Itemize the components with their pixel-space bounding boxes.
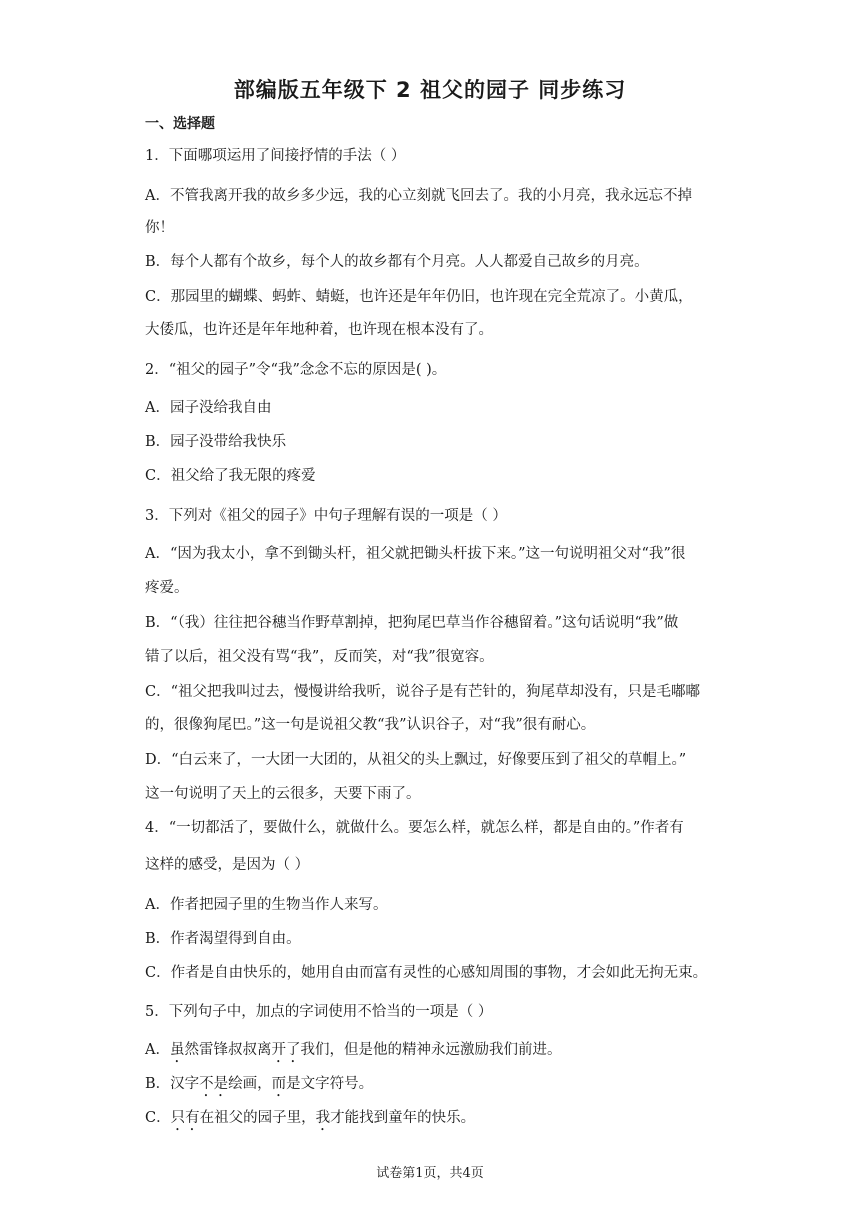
emphasized-char: 我 (315, 1110, 331, 1126)
emphasized-char: ， (257, 1076, 272, 1092)
question-2-option-c: C．祖父给了我无限的疼爱 (145, 468, 316, 484)
page-footer: 试卷第1页，共4页 (376, 1166, 484, 1181)
question-4-stem: 4．“一切都活了，要做什么，就做什么。要怎么样，就怎么样，都是自由的。”作者有 (145, 820, 684, 836)
question-3-stem: 3．下列对《祖父的园子》中句子理解有误的一项是（ ） (145, 508, 507, 524)
question-3-option-a: A．“因为我太小，拿不到锄头杆，祖父就把锄头杆拔下来。”这一句说明祖父对“我”很 (145, 546, 686, 562)
question-2-stem: 2．“祖父的园子”令“我”念念不忘的原因是( )。 (145, 362, 447, 378)
question-3-option-a-cont: 疼爱。 (145, 580, 189, 596)
emphasized-char: 虽 (169, 1042, 185, 1058)
section-heading: 一、选择题 (145, 116, 215, 132)
question-1-option-c-cont: 大倭瓜，也许还是年年地种着，也许现在根本没有了。 (145, 322, 493, 338)
emphasized-char: 不 (199, 1076, 214, 1092)
emphasized-char: 是 (213, 1076, 229, 1092)
page-title: 部编版五年级下 2 祖父的园子 同步练习 (233, 78, 627, 102)
question-5-option-b: B．汉字不是绘画，而是文字符号。 (145, 1076, 374, 1092)
question-3-option-d: D．“白云来了，一大团一大团的，从祖父的头上飘过，好像要压到了祖父的草帽上。” (145, 752, 687, 768)
question-1-option-a: A．不管我离开我的故乡多少远，我的心立刻就飞回去了。我的小月亮，我永远忘不掉 (145, 188, 692, 204)
question-3-option-b-cont: 错了以后，祖父没有骂“我”，反而笑，对“我”很宽容。 (145, 649, 494, 665)
question-1-option-b: B．每个人都有个故乡，每个人的故乡都有个月亮。人人都爱自己故乡的月亮。 (145, 254, 649, 270)
question-4-option-c: C．作者是自由快乐的，她用自由而富有灵性的心感知周围的事物，才会如此无拘无束。 (145, 965, 708, 981)
question-5-stem: 5．下列句子中，加点的字词使用不恰当的一项是（ ） (145, 1004, 493, 1020)
emphasized-char: 开 (271, 1042, 286, 1058)
question-3-option-c-cont: 的，很像狗尾巴。”这一句是说祖父教“我”认识谷子，对“我”很有耐心。 (145, 717, 596, 733)
emphasized-char: 而 (271, 1076, 287, 1092)
emphasized-char: ． (155, 1042, 170, 1058)
emphasized-char: 有 (185, 1110, 200, 1126)
question-3-option-b: B．“（我）往往把谷穗当作野草割掉，把狗尾巴草当作谷穗留着。”这句话说明“我”做 (145, 615, 679, 631)
question-2-option-b: B．园子没带给我快乐 (145, 434, 287, 450)
question-1-stem: 1．下面哪项运用了间接抒情的手法（ ） (145, 148, 406, 164)
question-2-option-a: A．园子没给我自由 (145, 400, 272, 416)
question-3-option-d-cont: 这一句说明了天上的云很多，天要下雨了。 (145, 786, 421, 802)
question-5-option-c: C．只有在祖父的园子里，我才能找到童年的快乐。 (145, 1110, 476, 1126)
question-5-option-a: A．虽然雷锋叔叔离开了我们，但是他的精神永远激励我们前进。 (145, 1042, 562, 1058)
emphasized-char: 了 (285, 1042, 301, 1058)
question-4-option-b: B．作者渴望得到自由。 (145, 931, 301, 947)
question-3-option-c: C．“祖父把我叫过去，慢慢讲给我听，说谷子是有芒针的，狗尾草却没有，只是毛嘟嘟 (145, 684, 701, 700)
emphasized-char: 只 (170, 1110, 186, 1126)
question-4-option-a: A．作者把园子里的生物当作人来写。 (145, 897, 388, 913)
question-1-option-c: C．那园里的蝴蝶、蚂蚱、蜻蜓，也许还是年年仍旧，也许现在完全荒凉了。小黄瓜， (145, 289, 693, 305)
question-1-option-a-cont: 你！ (145, 220, 174, 236)
question-4-stem-cont: 这样的感受，是因为（ ） (145, 857, 310, 873)
